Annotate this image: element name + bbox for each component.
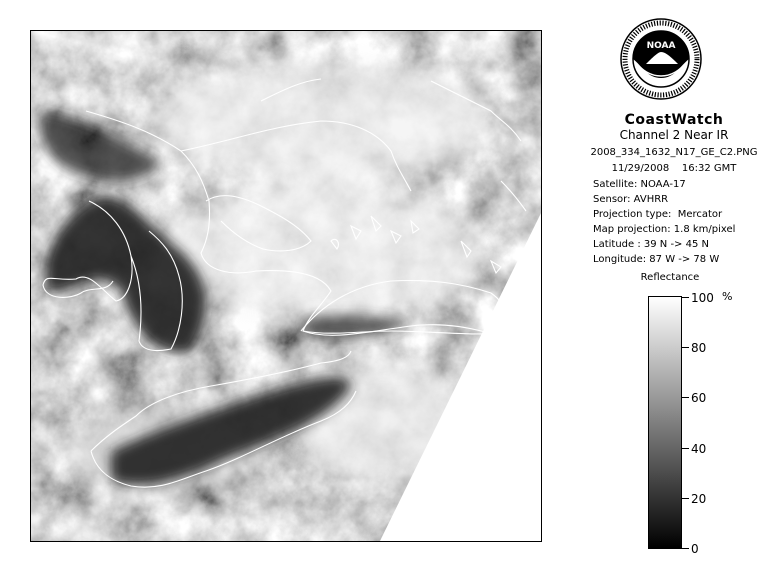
colorbar-tick-label: 100 xyxy=(691,291,714,305)
colorbar-tick-label: 0 xyxy=(691,542,699,556)
projection-type-label: Projection type: Mercator xyxy=(593,209,723,220)
satellite-image xyxy=(30,30,542,542)
datetime: 11/29/2008 16:32 GMT xyxy=(611,163,737,174)
colorbar-label: Reflectance xyxy=(640,272,700,283)
map-projection-label: Map projection: 1.8 km/pixel xyxy=(593,224,736,235)
logo-text: NOAA xyxy=(646,41,676,51)
colorbar-tick xyxy=(682,498,689,499)
filename: 2008_334_1632_N17_GE_C2.PNG xyxy=(590,147,758,158)
colorbar-tick xyxy=(682,548,689,549)
colorbar-tick xyxy=(682,397,689,398)
colorbar-tick xyxy=(682,297,689,298)
longitude-label: Longitude: 87 W -> 78 W xyxy=(593,254,720,265)
satellite-label: Satellite: NOAA-17 xyxy=(593,179,686,190)
sensor-label: Sensor: AVHRR xyxy=(593,194,669,205)
colorbar-tick-label: 60 xyxy=(691,391,707,405)
colorbar-tick-label: 40 xyxy=(691,442,707,456)
colorbar-tick xyxy=(682,448,689,449)
noaa-logo-icon xyxy=(620,18,702,100)
channel-title: Channel 2 Near IR xyxy=(619,128,729,142)
colorbar-tick-label: 20 xyxy=(691,492,707,506)
latitude-label: Latitude : 39 N -> 45 N xyxy=(593,239,709,250)
colorbar-tick xyxy=(682,347,689,348)
colorbar-unit: % xyxy=(722,290,733,303)
reflectance-colorbar xyxy=(648,296,682,549)
colorbar-tick-label: 80 xyxy=(691,341,707,355)
brand-title: CoastWatch xyxy=(624,112,724,128)
